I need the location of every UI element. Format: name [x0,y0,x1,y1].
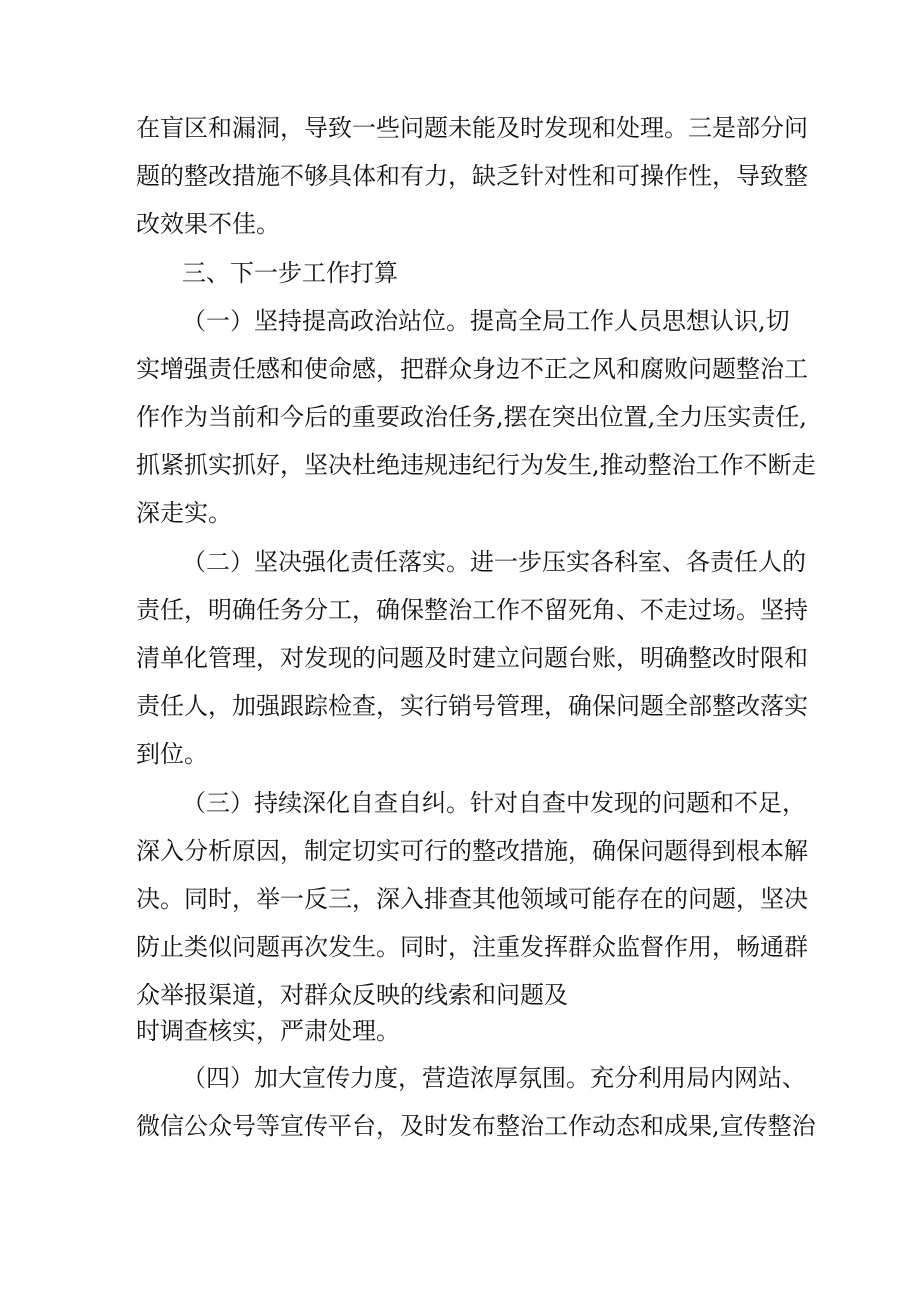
paragraph-2-line-1: （二）坚决强化责任落实。进一步压实各科室、各责任人的 [182,548,806,576]
body-text-line-3: 改效果不佳。 [136,210,280,238]
paragraph-2-line-3: 清单化管理，对发现的问题及时建立问题台账，明确整改时限和 [136,644,808,672]
paragraph-4-line-2: 微信公众号等宣传平台，及时发布整治工作动态和成果,宣传整治 [136,1112,816,1140]
paragraph-3-line-3: 决。同时，举一反三，深入排查其他领域可能存在的问题，坚决 [136,885,808,913]
paragraph-2-line-5: 到位。 [136,740,208,768]
paragraph-1-line-1: （一）坚持提高政治站位。提高全局工作人员思想认识,切 [182,307,790,335]
paragraph-3-line-4: 防止类似问题再次发生。同时，注重发挥群众监督作用，畅通群 [136,933,808,961]
paragraph-2-line-2: 责任，明确任务分工，确保整治工作不留死角、不走过场。坚持 [136,596,808,624]
section-heading: 三、下一步工作打算 [182,259,398,287]
paragraph-1-line-2: 实增强责任感和使命感，把群众身边不正之风和腐败问题整治工 [136,355,808,383]
paragraph-1-line-5: 深走实。 [136,499,232,527]
paragraph-3-line-5: 众举报渠道，对群众反映的线索和问题及 [136,981,568,1009]
body-text-line-1: 在盲区和漏洞，导致一些问题未能及时发现和处理。三是部分问 [136,114,808,142]
paragraph-3-line-2: 深入分析原因，制定切实可行的整改措施，确保问题得到根本解 [136,837,808,865]
paragraph-1-line-3: 作作为当前和今后的重要政治任务,摆在突出位置,全力压实责任, [136,403,807,431]
paragraph-4-line-1: （四）加大宣传力度，营造浓厚氛围。充分利用局内网站、 [182,1064,806,1092]
paragraph-1-line-4: 抓紧抓实抓好，坚决杜绝违规违纪行为发生,推动整治工作不断走 [136,451,816,479]
paragraph-3-line-6: 时调查核实，严肃处理。 [136,1017,400,1045]
paragraph-3-line-1: （三）持续深化自查自纠。针对自查中发现的问题和不足， [182,789,806,817]
paragraph-2-line-4: 责任人，加强跟踪检查，实行销号管理，确保问题全部整改落实 [136,692,808,720]
body-text-line-2: 题的整改措施不够具体和有力，缺乏针对性和可操作性，导致整 [136,162,808,190]
